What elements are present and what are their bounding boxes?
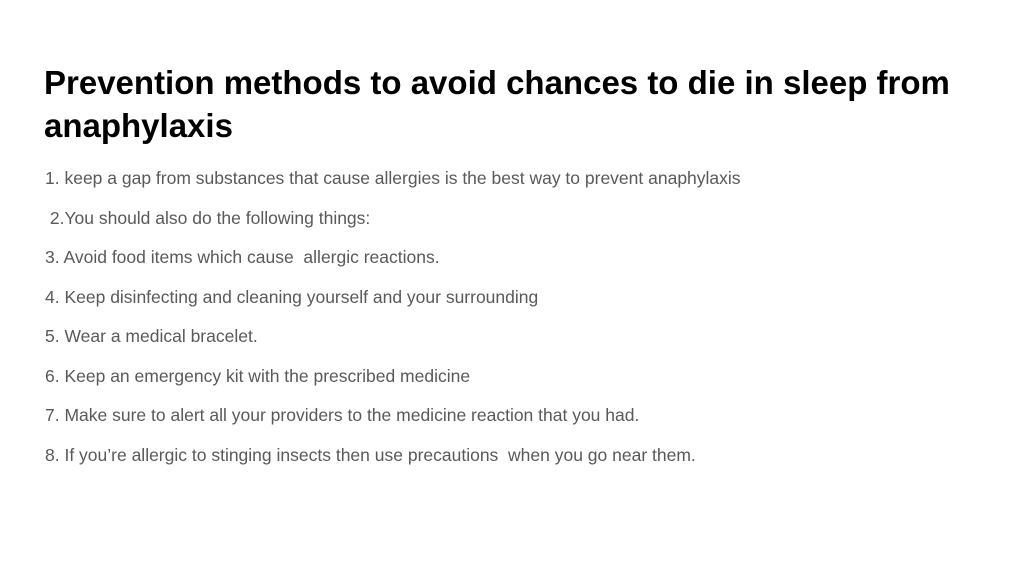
list-item: 3. Avoid food items which cause allergic reactions. <box>45 247 440 267</box>
list-item: 2.You should also do the following things: <box>45 207 371 228</box>
prevention-list <box>45 166 995 482</box>
list-item: 6. Keep an emergency kit with the prescribed medicine <box>45 365 471 386</box>
list-item: 1. keep a gap from substances that cause allergies is the best way to prevent anaphylaxis <box>45 168 741 188</box>
list-item: 4. Keep disinfecting and cleaning yourself and your surrounding <box>45 286 539 307</box>
list-item: 7. Make sure to alert all your providers to the medicine reaction that you had. <box>45 405 640 425</box>
list-item: 5. Wear a medical bracelet. <box>45 326 258 346</box>
slide-title: Prevention methods to avoid chances to die in sleep from anaphylaxis <box>44 64 950 144</box>
list-item: 8. If you’re allergic to stinging insects then use precautions when you go near them. <box>45 444 696 465</box>
